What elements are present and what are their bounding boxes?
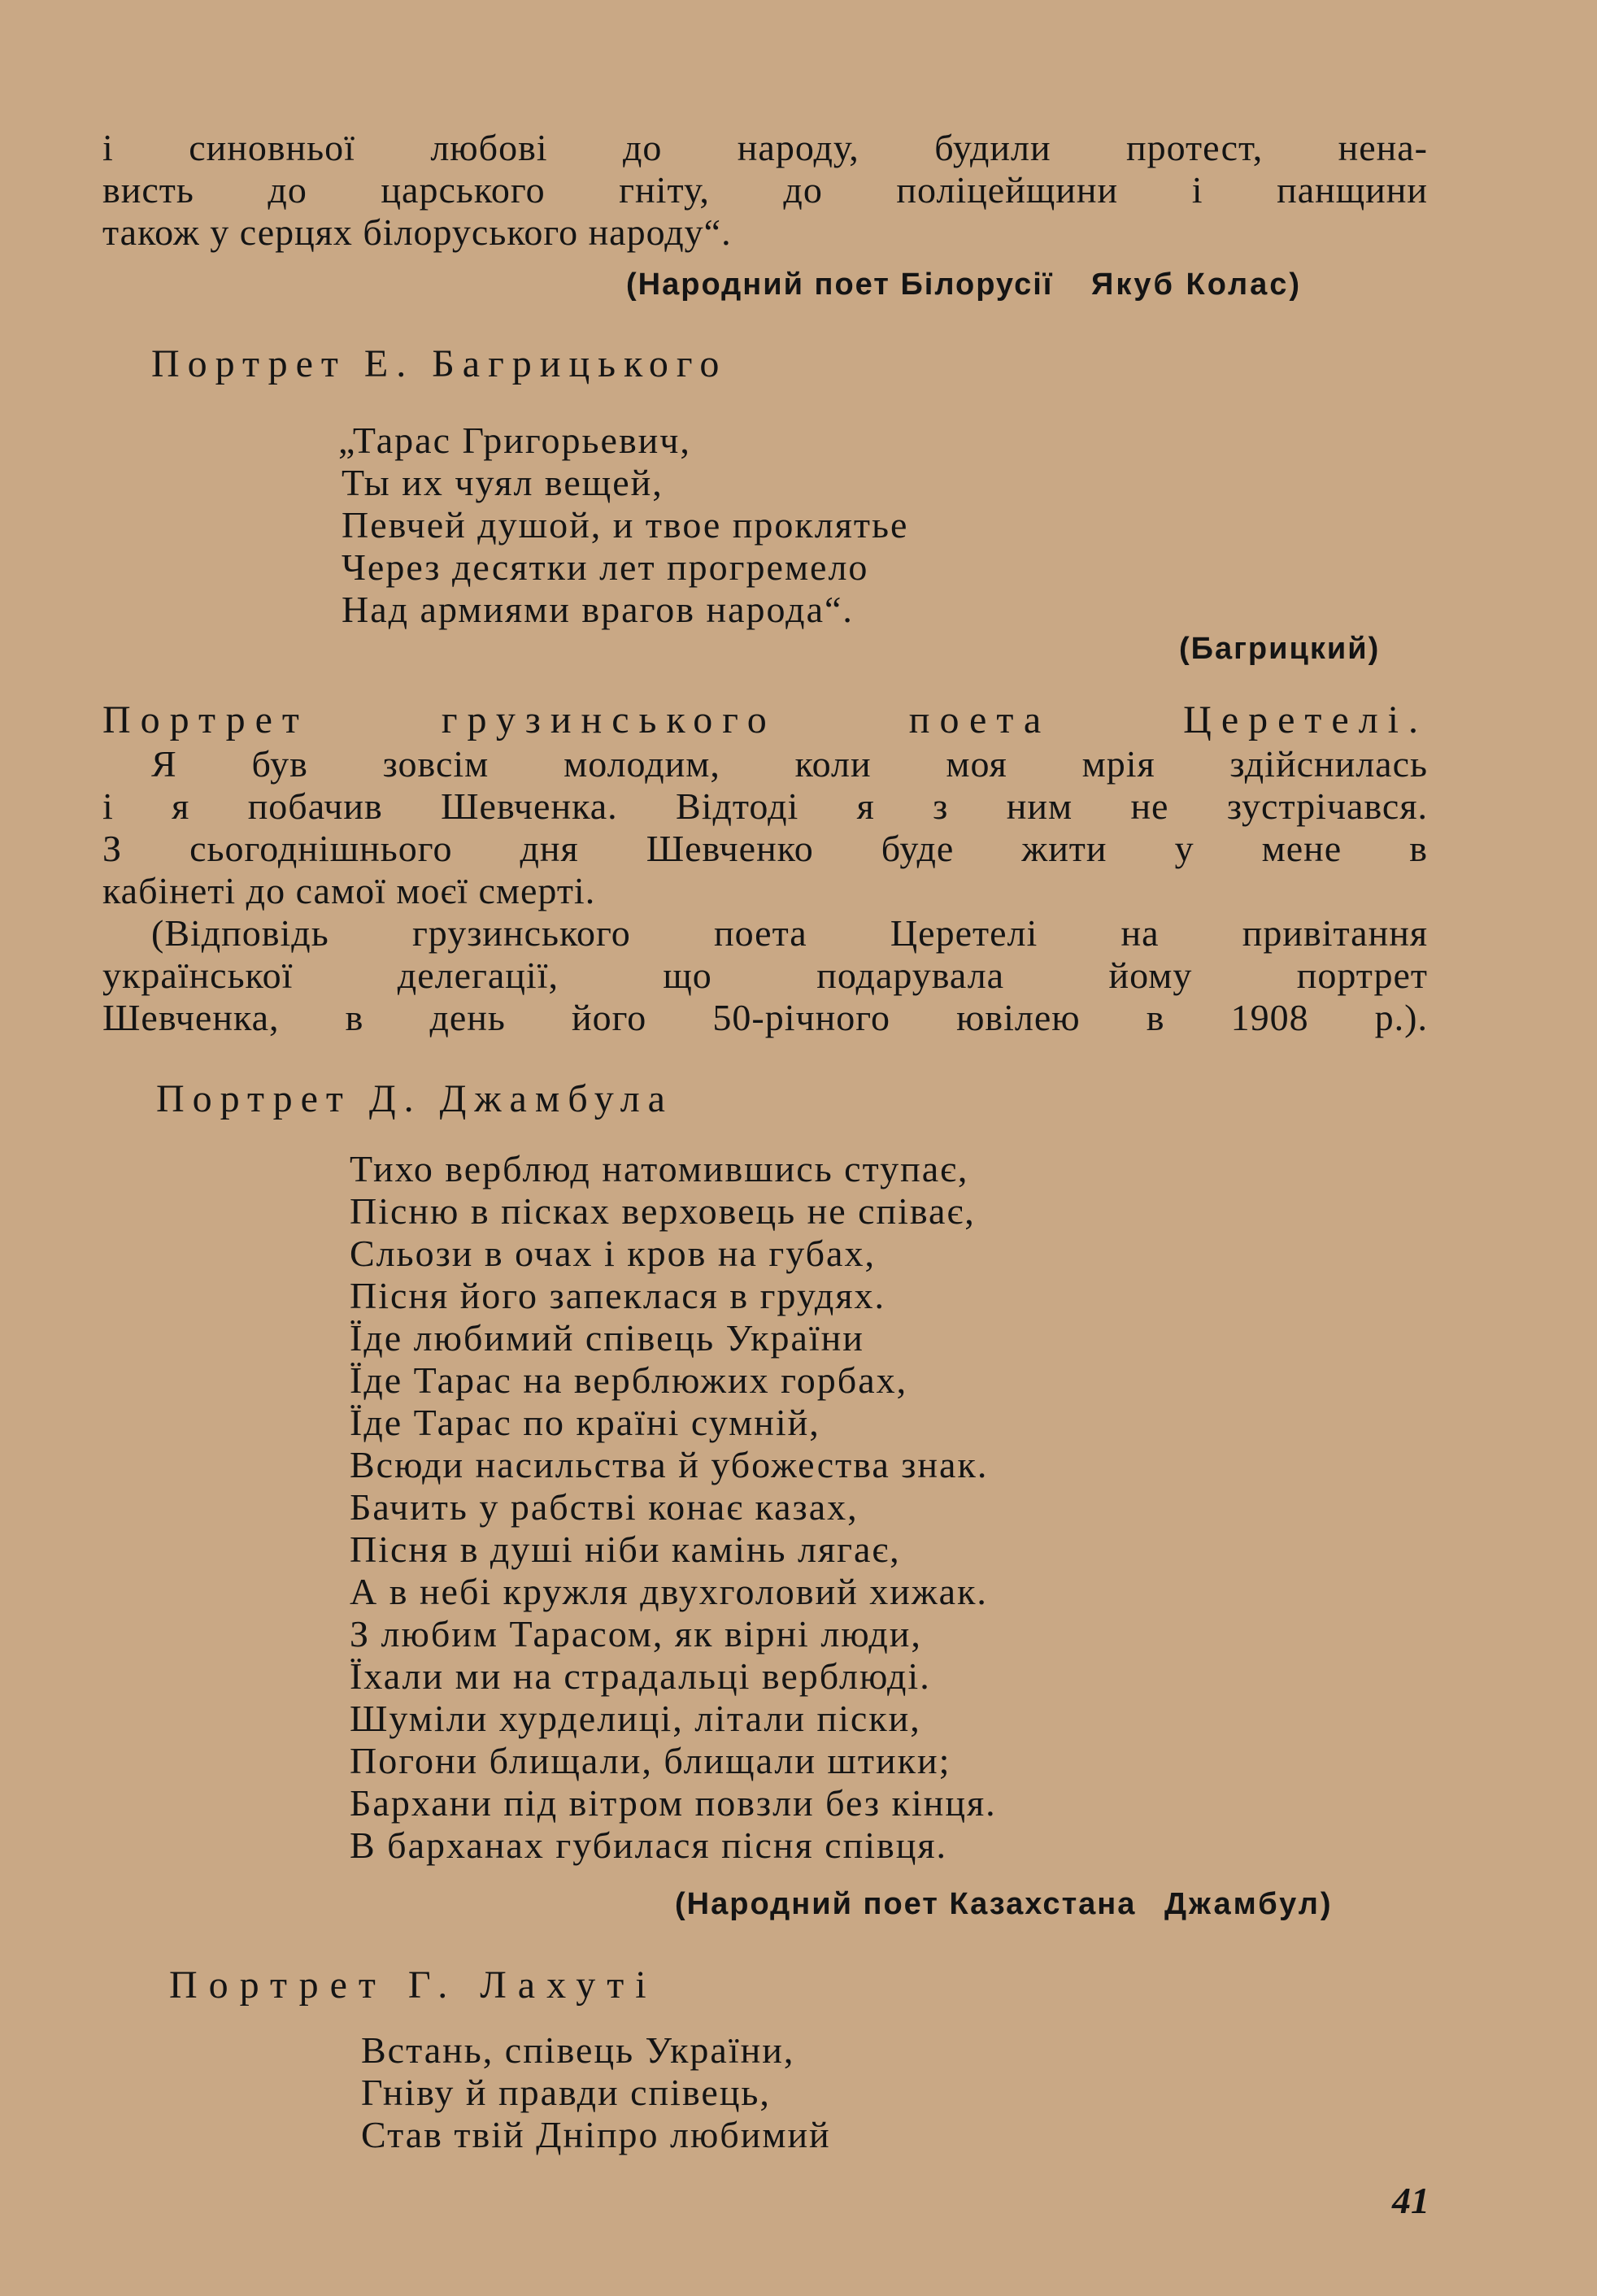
paragraph-line: (Відповідь грузинського поета Церетелі на привітання	[151, 912, 1428, 954]
verse-line: Став твій Дніпро любимий	[361, 2114, 831, 2155]
verse-line: Встань, співець України,	[361, 2029, 795, 2071]
section-heading-lakhuti: Портрет Г. Лахуті	[169, 1963, 658, 2007]
intro-line: і синовньої любові до народу, будили протест, нена-	[102, 127, 1428, 168]
attribution-dzhambul	[675, 1883, 1334, 1925]
verse-line: Їхали ми на страдальці верблюді.	[350, 1655, 931, 1697]
page-number: 41	[1392, 2180, 1429, 2221]
paragraph-line: Шевченка, в день його 50-річного ювілею в 1908 р.).	[102, 997, 1428, 1038]
verse-line: З любим Тарасом, як вірні люди,	[350, 1613, 922, 1655]
verse-line: Певчей душой, и твое проклятье	[342, 504, 909, 546]
verse-line: „Тарас Григорьевич,	[338, 420, 691, 461]
verse-line: Їде любимий співець України	[350, 1317, 864, 1359]
intro-line: висть до царського гніту, до поліцейщини і панщини	[102, 169, 1428, 211]
paragraph-line: З сьогоднішнього дня Шевченко буде жити у мене в	[102, 828, 1428, 869]
verse-line: Погони блищали, блищали штики;	[350, 1740, 951, 1781]
verse-line: Пісня його запеклася в грудях.	[350, 1275, 886, 1316]
verse-line: Їде Тарас по країні сумній,	[350, 1402, 820, 1443]
section-heading-dzhambul: Портрет Д. Джамбула	[156, 1077, 673, 1120]
verse-line: Бачить у рабстві конає казах,	[350, 1486, 859, 1528]
attribution-prefix: (Народний поет Білорусії	[626, 267, 1054, 302]
attribution-prefix: (Народний поет Казахстана	[675, 1887, 1137, 1921]
verse-line: Їде Тарас на верблюжих горбах,	[350, 1359, 908, 1401]
attribution-kolas	[626, 263, 1302, 306]
verse-line: Сльози в очах і кров на губах,	[350, 1233, 876, 1274]
verse-line: В барханах губилася пісня співця.	[350, 1824, 947, 1866]
section-heading-tsereteli: Портрет грузинського поета Церетелі.	[102, 698, 1428, 741]
verse-line: Гніву й правди співець,	[361, 2072, 771, 2113]
paragraph-line: кабінеті до самої моєї смерті.	[102, 870, 596, 911]
verse-line: А в небі кружля двухголовий хижак.	[350, 1571, 988, 1612]
paragraph-line: Я був зовсім молодим, коли моя мрія здійснилась	[151, 743, 1428, 785]
verse-line: Через десятки лет прогремело	[342, 546, 869, 588]
verse-line: Шуміли хурделиці, літали піски,	[350, 1698, 921, 1739]
attribution-author: Якуб Колас)	[1091, 267, 1303, 302]
attribution-bagritsky: (Багрицкий)	[1179, 632, 1381, 666]
verse-line: Над армиями врагов народа“.	[342, 589, 854, 630]
paragraph-line: і я побачив Шевченка. Відтоді я з ним не зустрічався.	[102, 785, 1428, 827]
verse-line: Тихо верблюд натомившись ступає,	[350, 1148, 969, 1189]
paragraph-line: української делегації, що подарувала йому портрет	[102, 954, 1428, 996]
verse-line: Бархани під вітром повзли без кінця.	[350, 1782, 997, 1824]
verse-line: Пісню в пісках верховець не співає,	[350, 1190, 976, 1232]
intro-line: також у серцях білоруського народу“.	[102, 211, 732, 253]
verse-line: Пісня в душі ніби камінь лягає,	[350, 1528, 901, 1570]
verse-line: Ты их чуял вещей,	[342, 462, 664, 503]
section-heading-bagritsky: Портрет Е. Багрицького	[151, 342, 728, 385]
attribution-author: Джамбул)	[1164, 1887, 1334, 1921]
verse-line: Всюди насильства й убожества знак.	[350, 1444, 989, 1485]
